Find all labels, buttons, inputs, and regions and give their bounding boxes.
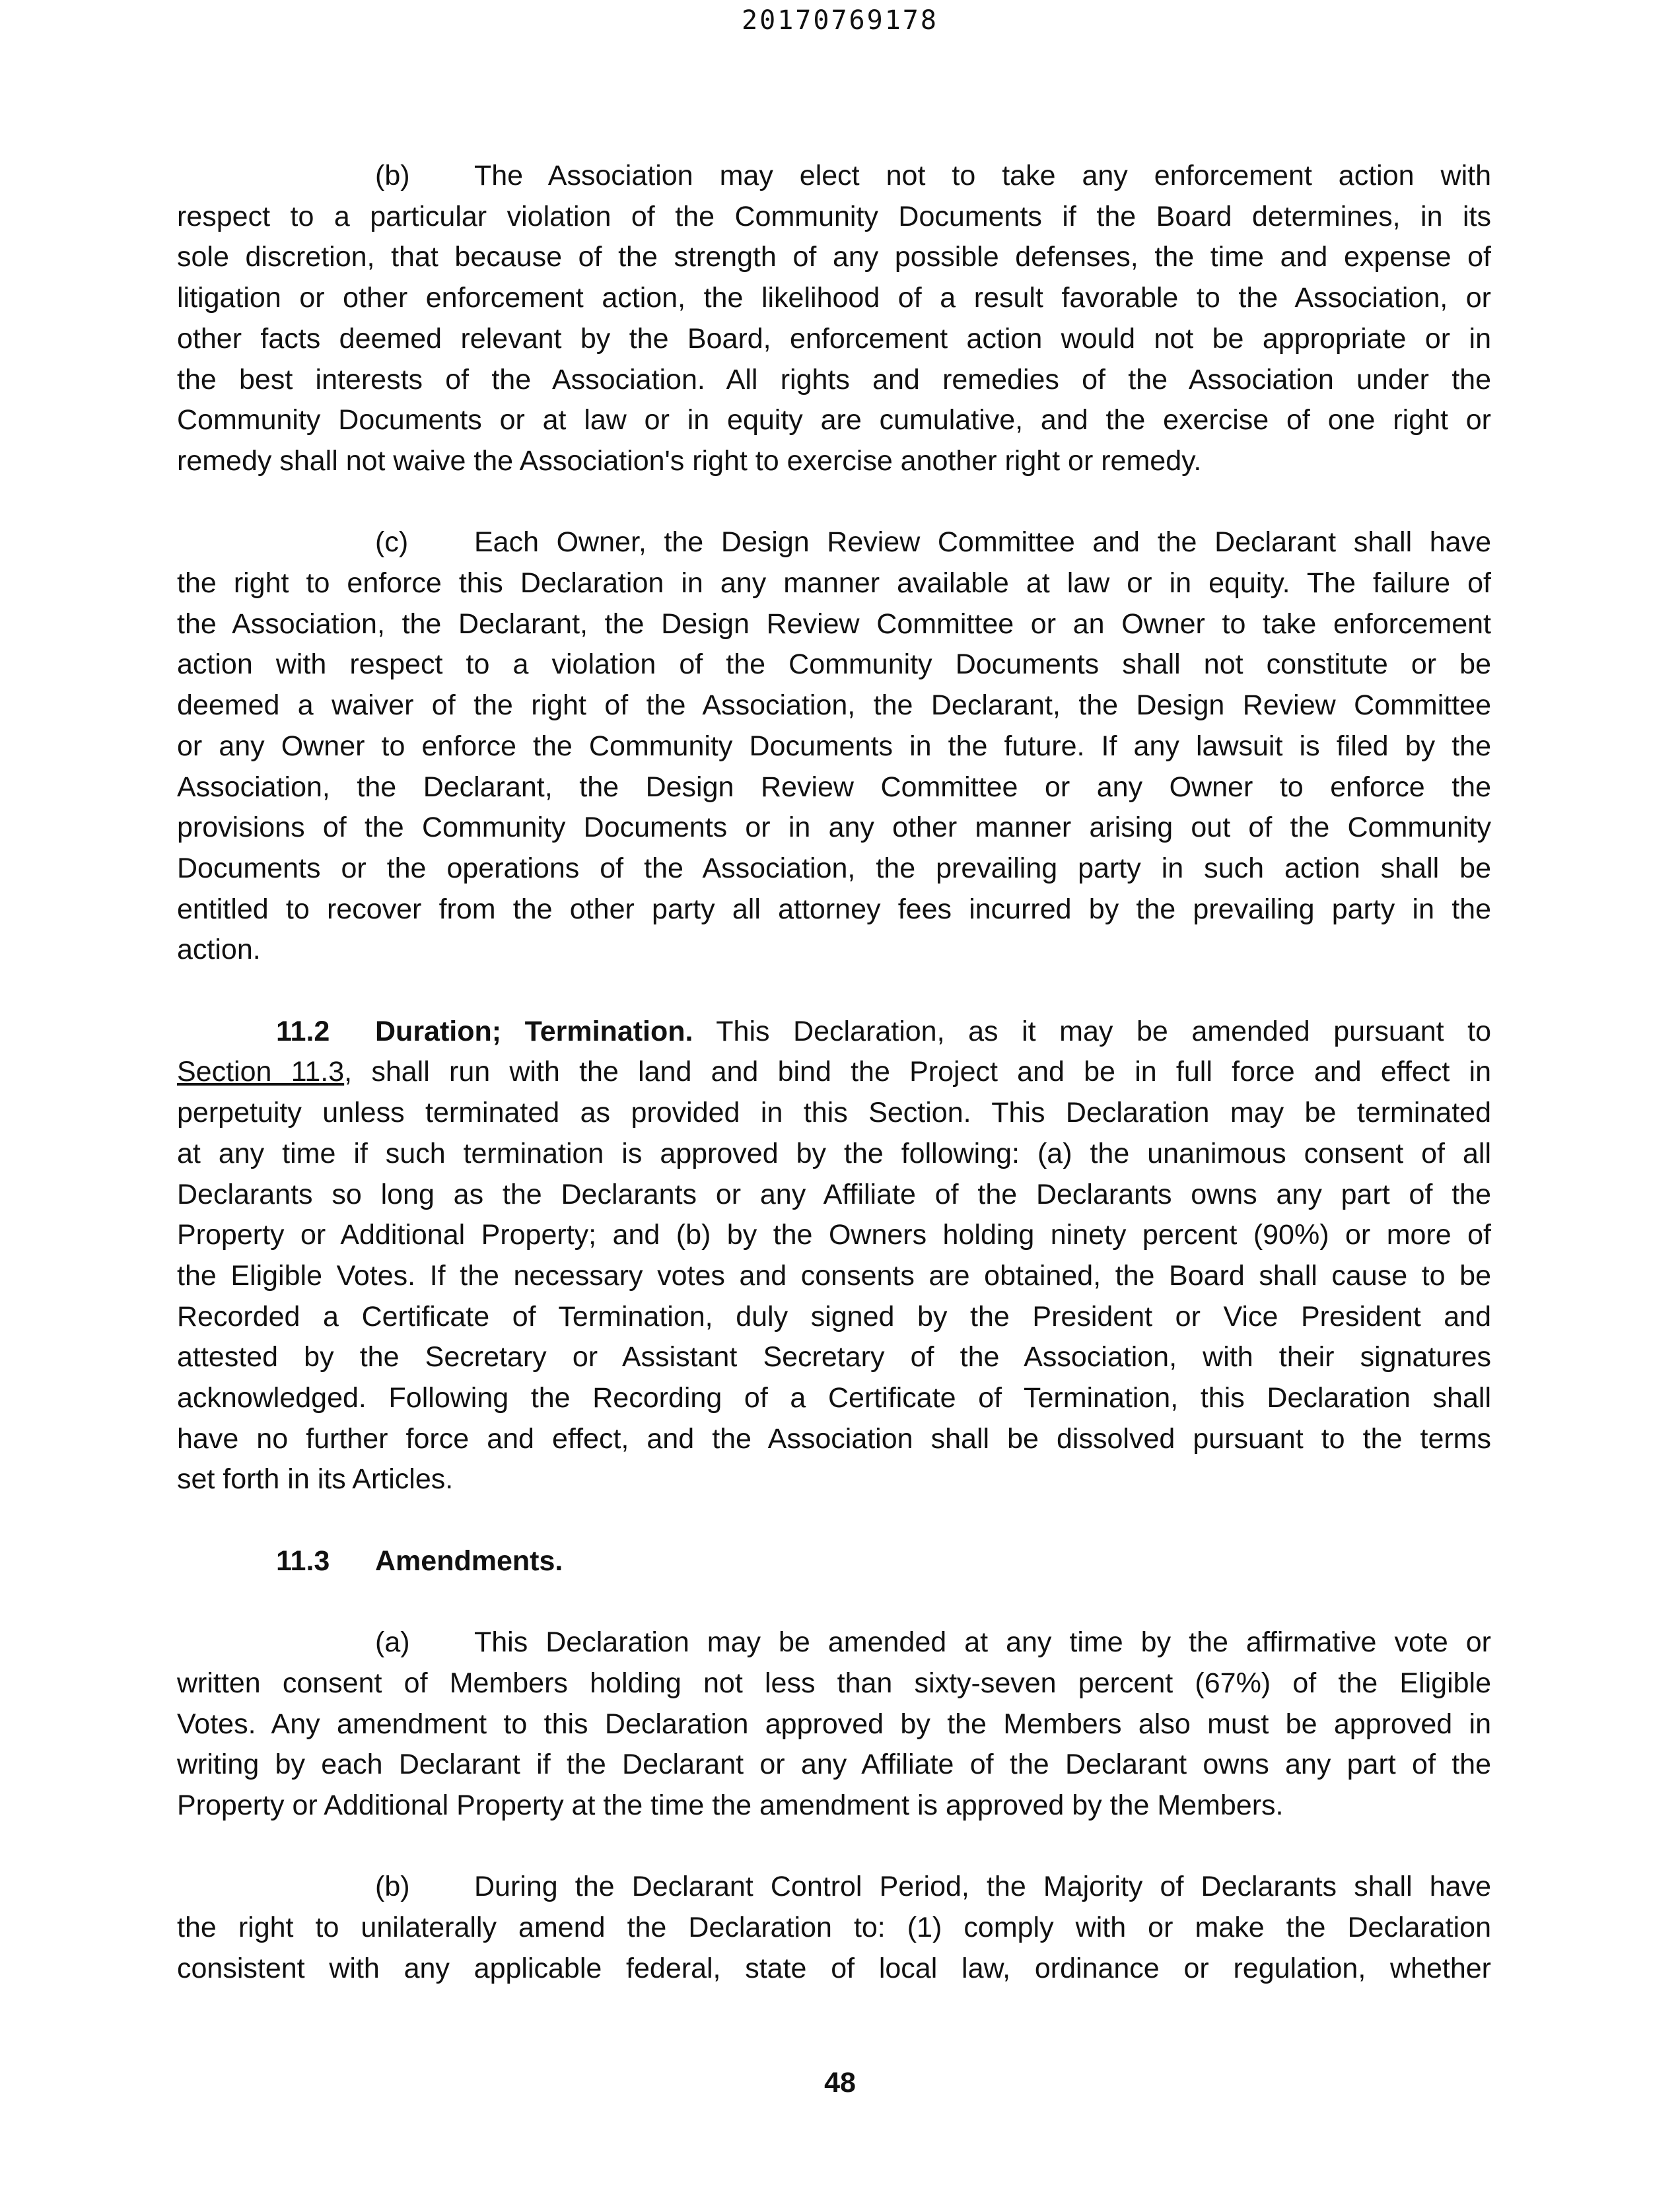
text-line: the right to unilaterally amend the Declaration to: (1) comply with or make the Declaration (177, 1912, 1491, 1944)
paragraph-11-3-a (177, 1622, 1491, 1826)
text-line: entitled to recover from the other party all attorney fees incurred by the prevailing party in the (177, 893, 1491, 925)
text-fragment: This Declaration, as it may be amended pursuant to (716, 1015, 1491, 1047)
text-line: the Association, the Declarant, the Design Review Committee or an Owner to take enforcement (177, 608, 1491, 640)
text-line: acknowledged. Following the Recording of a Certificate of Termination, this Declaration shall (177, 1382, 1491, 1414)
section-number: 11.3 (276, 1545, 330, 1577)
text-line: Votes. Any amendment to this Declaration approved by the Members also must be approved in (177, 1708, 1491, 1740)
text-line: Community Documents or at law or in equity are cumulative, and the exercise of one right or (177, 404, 1491, 436)
text-line: Association, the Declarant, the Design Review Committee or any Owner to enforce the (177, 771, 1491, 803)
text-line: sole discretion, that because of the strength of any possible defenses, the time and expense of (177, 241, 1491, 273)
text-fragment: The Association may elect not to take any enforcement action with (474, 160, 1491, 191)
text-line: Declarants so long as the Declarants or any Affiliate of the Declarants owns any part of the (177, 1178, 1491, 1210)
subsection-label: (b) (375, 160, 410, 191)
text-line (177, 522, 1491, 563)
text-line: remedy shall not waive the Association's right to exercise another right or remedy. (177, 444, 1202, 477)
text-line: the right to enforce this Declaration in any manner available at law or in equity. The failure of (177, 567, 1491, 600)
text-line: the best interests of the Association. All rights and remedies of the Association under the (177, 363, 1491, 396)
text-line: or any Owner to enforce the Community Documents in the future. If any lawsuit is filed by the (177, 730, 1491, 762)
text-line: deemed a waiver of the right of the Association, the Declarant, the Design Review Committee (177, 689, 1491, 722)
text-fragment: This Declaration may be amended at any time by the affirmative vote or (474, 1626, 1491, 1659)
text-line (177, 1541, 1491, 1582)
text-line (177, 1867, 1491, 1908)
text-line: provisions of the Community Documents or in any other manner arising out of the Community (177, 812, 1491, 844)
text-line: action with respect to a violation of the Community Documents shall not constitute or be (177, 648, 1491, 681)
text-fragment: During the Declarant Control Period, the Majority of Declarants shall have (474, 1871, 1491, 1903)
text-line: written consent of Members holding not less than sixty-seven percent (67%) of the Eligible (177, 1667, 1491, 1699)
subsection-label: (a) (375, 1626, 410, 1659)
text-fragment: , shall run with the land and bind the Project and be in full force and effect in (344, 1056, 1491, 1088)
text-line: have no further force and effect, and the Association shall be dissolved pursuant to the terms (177, 1422, 1491, 1455)
text-line: action. (177, 934, 261, 966)
text-line: Property or Additional Property; and (b) by the Owners holding ninety percent (90%) or more of (177, 1219, 1491, 1251)
paragraph-11-3-b (177, 1867, 1491, 1989)
section-11-3-heading (177, 1541, 1491, 1582)
subsection-label: (b) (375, 1871, 410, 1903)
section-title: Amendments. (375, 1545, 563, 1577)
text-line (177, 1622, 1491, 1663)
text-line: respect to a particular violation of the Community Documents if the Board determines, in its (177, 200, 1491, 232)
document-number: 20170769178 (742, 5, 938, 36)
text-line: other facts deemed relevant by the Board, enforcement action would not be appropriate or in (177, 322, 1491, 355)
text-line (177, 1052, 1491, 1093)
section-number: 11.2 (276, 1015, 330, 1047)
text-fragment: Each Owner, the Design Review Committee and the Declarant shall have (474, 526, 1491, 559)
section-11-2 (177, 1012, 1491, 1500)
section-reference-link[interactable]: Section 11.3 (177, 1056, 345, 1088)
text-line: attested by the Secretary or Assistant Secretary of the Association, with their signatures (177, 1341, 1491, 1373)
text-line (177, 156, 1491, 197)
text-line: writing by each Declarant if the Declarant or any Affiliate of the Declarant owns any part of the (177, 1749, 1491, 1781)
page-number: 48 (824, 2067, 856, 2099)
text-line: Property or Additional Property at the time the amendment is approved by the Members. (177, 1789, 1284, 1822)
section-title: Duration; Termination. (375, 1015, 693, 1047)
text-line: the Eligible Votes. If the necessary votes and consents are obtained, the Board shall cause to be (177, 1259, 1491, 1292)
text-line: at any time if such termination is approved by the following: (a) the unanimous consent of all (177, 1137, 1491, 1169)
paragraph-b (177, 156, 1491, 482)
text-line: set forth in its Articles. (177, 1463, 454, 1496)
text-line (177, 1012, 1491, 1053)
document-body (177, 156, 1491, 2030)
paragraph-c (177, 522, 1491, 971)
text-line: Documents or the operations of the Association, the prevailing party in such action shall be (177, 852, 1491, 884)
subsection-label: (c) (375, 526, 409, 559)
text-line: perpetuity unless terminated as provided in this Section. This Declaration may be terminated (177, 1097, 1491, 1129)
text-line: litigation or other enforcement action, the likelihood of a result favorable to the Association, or (177, 282, 1491, 314)
text-line: Recorded a Certificate of Termination, duly signed by the President or Vice President and (177, 1300, 1491, 1333)
text-line: consistent with any applicable federal, state of local law, ordinance or regulation, whether (177, 1952, 1491, 1984)
